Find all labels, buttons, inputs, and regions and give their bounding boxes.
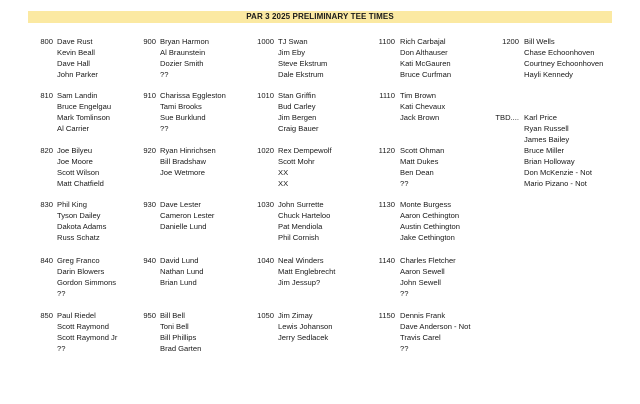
player-name: Dave Rust bbox=[57, 37, 93, 46]
player-name: Courtney Echoonhoven bbox=[524, 59, 604, 68]
player-name: Tami Brooks bbox=[160, 102, 202, 111]
player-list bbox=[400, 36, 451, 80]
player-name: Scott Raymond Jr bbox=[57, 333, 118, 342]
tee-time: 910 bbox=[143, 91, 156, 100]
player-name: Scott Mohr bbox=[278, 157, 315, 166]
player-name: Joe Wetmore bbox=[160, 168, 206, 177]
player-name: Ryan Russell bbox=[524, 124, 569, 133]
player-name: ?? bbox=[400, 344, 409, 353]
player-list bbox=[524, 112, 592, 189]
player-name: James Bailey bbox=[524, 135, 570, 144]
player-list bbox=[160, 36, 209, 80]
tee-time: 900 bbox=[143, 37, 156, 46]
player-name: Greg Franco bbox=[57, 256, 100, 265]
player-name: XX bbox=[278, 179, 289, 188]
player-list bbox=[57, 310, 117, 354]
player-name: Joe Bilyeu bbox=[57, 146, 93, 155]
player-name: Don McKenzie - Not bbox=[524, 168, 592, 177]
player-name: Dakota Adams bbox=[57, 222, 107, 231]
player-list bbox=[160, 145, 216, 178]
player-name: ?? bbox=[400, 289, 409, 298]
player-name: Brian Holloway bbox=[524, 157, 575, 166]
player-name: Dave Lester bbox=[160, 200, 201, 209]
player-name: Dale Ekstrum bbox=[278, 70, 324, 79]
player-name: Kevin Beall bbox=[57, 48, 95, 57]
player-name: Chuck Harteloo bbox=[278, 211, 331, 220]
player-name: Toni Bell bbox=[160, 322, 189, 331]
player-name: Lewis Johanson bbox=[278, 322, 333, 331]
player-name: Aaron Cethington bbox=[400, 211, 460, 220]
player-list bbox=[57, 90, 111, 134]
tee-time: 1010 bbox=[257, 91, 274, 100]
player-name: Kati McGauren bbox=[400, 59, 451, 68]
player-name: Bruce Curfman bbox=[400, 70, 452, 79]
player-name: Jerry Sedlacek bbox=[278, 333, 329, 342]
page-title: PAR 3 2025 PRELIMINARY TEE TIMES bbox=[28, 11, 612, 23]
player-name: Brian Lund bbox=[160, 278, 197, 287]
player-name: Bruce Engelgau bbox=[57, 102, 112, 111]
player-name: Paul Riedel bbox=[57, 311, 96, 320]
player-list bbox=[160, 90, 226, 134]
player-name: Mark Tomlinson bbox=[57, 113, 111, 122]
player-name: John Parker bbox=[57, 70, 98, 79]
player-name: Monte Burgess bbox=[400, 200, 452, 209]
player-list bbox=[400, 255, 456, 299]
player-name: Bruce Miller bbox=[524, 146, 565, 155]
tee-time: 1110 bbox=[379, 91, 395, 100]
player-name: Jake Cethington bbox=[400, 233, 455, 242]
player-name: Don Althauser bbox=[400, 48, 448, 57]
player-name: John Sewell bbox=[400, 278, 441, 287]
player-name: ?? bbox=[57, 289, 66, 298]
player-list bbox=[57, 145, 104, 189]
player-name: Bill Bell bbox=[160, 311, 185, 320]
player-name: Al Braunstein bbox=[160, 48, 206, 57]
tee-time: 1130 bbox=[378, 200, 395, 209]
player-name: Cameron Lester bbox=[160, 211, 215, 220]
player-name: John Surrette bbox=[278, 200, 324, 209]
player-list bbox=[400, 145, 444, 189]
player-name: Neal Winders bbox=[278, 256, 324, 265]
player-name: Kati Chevaux bbox=[400, 102, 446, 111]
player-name: Scott Wilson bbox=[57, 168, 100, 177]
player-name: Phil King bbox=[57, 200, 87, 209]
player-list bbox=[524, 36, 603, 80]
player-name: ?? bbox=[160, 70, 169, 79]
tee-time: 940 bbox=[143, 256, 156, 265]
player-name: Charles Fletcher bbox=[400, 256, 456, 265]
player-name: Dennis Frank bbox=[400, 311, 446, 320]
player-name: Pat Mendiola bbox=[278, 222, 323, 231]
player-name: Jim Jessup? bbox=[278, 278, 321, 287]
tee-time: 840 bbox=[40, 256, 53, 265]
player-name: Rex Dempewolf bbox=[278, 146, 332, 155]
tee-time: 1140 bbox=[378, 256, 395, 265]
player-list bbox=[278, 255, 335, 288]
player-name: Bill Phillips bbox=[160, 333, 197, 342]
player-name: Al Carrier bbox=[57, 124, 90, 133]
player-list bbox=[400, 199, 460, 243]
player-list bbox=[278, 199, 330, 243]
player-name: Gordon Simmons bbox=[57, 278, 117, 287]
player-name: Ryan Hinrichsen bbox=[160, 146, 216, 155]
player-name: Austin Cethington bbox=[400, 222, 460, 231]
player-name: Danielle Lund bbox=[160, 222, 207, 231]
player-name: Darin Blowers bbox=[57, 267, 105, 276]
player-list bbox=[160, 310, 201, 354]
player-list bbox=[160, 199, 214, 232]
tee-time: 1040 bbox=[257, 256, 274, 265]
tee-time: 920 bbox=[143, 146, 156, 155]
player-name: Jim Eby bbox=[278, 48, 306, 57]
player-name: Steve Ekstrum bbox=[278, 59, 328, 68]
tee-time: 800 bbox=[40, 37, 53, 46]
tee-time: 1030 bbox=[257, 200, 274, 209]
player-name: Jim Bergen bbox=[278, 113, 317, 122]
player-name: Phil Cornish bbox=[278, 233, 319, 242]
player-name: Bryan Harmon bbox=[160, 37, 209, 46]
player-name: Nathan Lund bbox=[160, 267, 204, 276]
player-list bbox=[278, 90, 319, 134]
player-list bbox=[57, 199, 106, 243]
player-name: Rich Carbajal bbox=[400, 37, 446, 46]
tee-time: 1150 bbox=[378, 311, 395, 320]
player-name: Karl Price bbox=[524, 113, 557, 122]
player-name: Aaron Sewell bbox=[400, 267, 445, 276]
player-list bbox=[400, 90, 445, 123]
player-name: Mario Pizano - Not bbox=[524, 179, 587, 188]
player-name: Charissa Eggleston bbox=[160, 91, 226, 100]
tee-time: 850 bbox=[40, 311, 53, 320]
player-name: Matt Englebrecht bbox=[278, 267, 336, 276]
player-name: Scott Ohman bbox=[400, 146, 445, 155]
tee-time: 930 bbox=[143, 200, 156, 209]
player-list bbox=[278, 145, 332, 189]
tee-time: TBD.... bbox=[495, 113, 519, 122]
player-name: Hayli Kennedy bbox=[524, 70, 573, 79]
tee-time: 1000 bbox=[257, 37, 274, 46]
player-name: Stan Griffin bbox=[278, 91, 316, 100]
player-list bbox=[400, 310, 471, 354]
player-name: David Lund bbox=[160, 256, 199, 265]
player-list bbox=[278, 310, 332, 343]
tee-time: 1050 bbox=[257, 311, 274, 320]
player-list bbox=[57, 255, 116, 299]
player-list bbox=[278, 36, 327, 80]
player-name: Dave Anderson - Not bbox=[400, 322, 471, 331]
player-name: Bill Wells bbox=[524, 37, 555, 46]
tee-time: 950 bbox=[143, 311, 156, 320]
player-name: Travis Carel bbox=[400, 333, 441, 342]
player-name: XX bbox=[278, 168, 289, 177]
player-name: Tyson Dailey bbox=[57, 211, 101, 220]
player-name: Russ Schatz bbox=[57, 233, 100, 242]
player-list bbox=[160, 255, 204, 288]
player-name: Jim Zimay bbox=[278, 311, 313, 320]
tee-time: 1020 bbox=[257, 146, 274, 155]
player-name: Bill Bradshaw bbox=[160, 157, 207, 166]
player-name: ?? bbox=[57, 344, 66, 353]
player-name: ?? bbox=[400, 179, 409, 188]
player-name: Craig Bauer bbox=[278, 124, 319, 133]
player-name: Ben Dean bbox=[400, 168, 434, 177]
player-list bbox=[57, 36, 98, 80]
player-name: ?? bbox=[160, 124, 169, 133]
tee-time: 830 bbox=[40, 200, 53, 209]
player-name: Matt Dukes bbox=[400, 157, 439, 166]
player-name: Sue Burklund bbox=[160, 113, 206, 122]
player-name: Joe Moore bbox=[57, 157, 93, 166]
player-name: Dozier Smith bbox=[160, 59, 204, 68]
tee-time: 1100 bbox=[378, 37, 395, 46]
player-name: TJ Swan bbox=[278, 37, 308, 46]
tee-time: 820 bbox=[40, 146, 53, 155]
player-name: Dave Hall bbox=[57, 59, 90, 68]
player-name: Tim Brown bbox=[400, 91, 437, 100]
tee-time: 810 bbox=[40, 91, 53, 100]
player-name: Jack Brown bbox=[400, 113, 440, 122]
player-name: Chase Echoonhoven bbox=[524, 48, 595, 57]
tee-time: 1120 bbox=[378, 146, 395, 155]
player-name: Brad Garten bbox=[160, 344, 202, 353]
player-name: Bud Carley bbox=[278, 102, 316, 111]
player-name: Sam Landin bbox=[57, 91, 98, 100]
player-name: Scott Raymond bbox=[57, 322, 109, 331]
player-name: Matt Chatfield bbox=[57, 179, 104, 188]
tee-time: 1200 bbox=[502, 37, 519, 46]
